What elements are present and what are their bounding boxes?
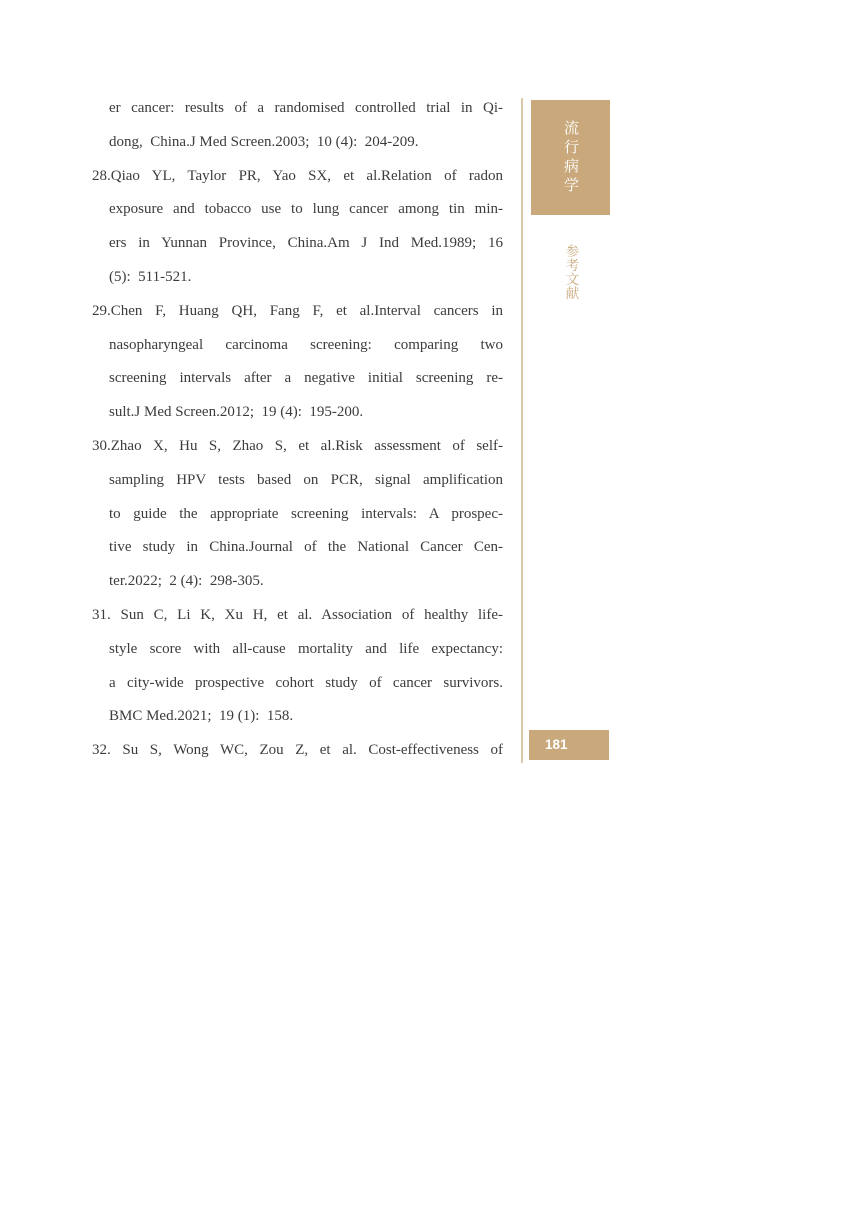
chapter-tab-label: 流行病学 [562, 119, 579, 196]
reference-line: 31. Sun C, Li K, Xu H, et al. Association of healthy life- [92, 606, 503, 623]
reference-line: (5): 511-521. [109, 268, 192, 285]
reference-line: 30.Zhao X, Hu S, Zhao S, et al.Risk assessment of self- [92, 437, 503, 454]
reference-line: to guide the appropriate screening intervals: A prospec- [109, 505, 503, 522]
reference-line: nasopharyngeal carcinoma screening: comparing two [109, 336, 503, 353]
reference-line: er cancer: results of a randomised controlled trial in Qi- [109, 100, 503, 116]
reference-line: style score with all-cause mortality and life expectancy: [109, 640, 503, 657]
reference-line: dong, China.J Med Screen.2003; 10 (4): 204-209. [109, 133, 419, 150]
reference-line: screening intervals after a negative initial screening re- [109, 370, 503, 387]
reference-line: a city-wide prospective cohort study of cancer survivors. [109, 674, 503, 691]
page-number-badge [529, 730, 609, 760]
reference-line: sult.J Med Screen.2012; 19 (4): 195-200. [109, 404, 364, 421]
reference-line: tive study in China.Journal of the National Cancer Cen- [109, 539, 503, 556]
section-tab [531, 241, 610, 303]
reference-line: exposure and tobacco use to lung cancer among tin min- [109, 201, 503, 218]
page-number: 181 [545, 737, 568, 752]
chapter-tab [531, 100, 610, 215]
reference-line: 32. Su S, Wong WC, Zou Z, et al. Cost-effectiveness of [92, 742, 503, 759]
reference-list [92, 92, 503, 768]
reference-line: ers in Yunnan Province, China.Am J Ind Med.1989; 16 [109, 235, 503, 252]
reference-line: sampling HPV tests based on PCR, signal amplification [109, 471, 503, 488]
reference-line: 29.Chen F, Huang QH, Fang F, et al.Interval cancers in [92, 302, 503, 319]
sidebar-rule [521, 98, 523, 763]
reference-line: 28.Qiao YL, Taylor PR, Yao SX, et al.Relation of radon [92, 167, 503, 184]
section-tab-label: 参考文献 [563, 244, 579, 300]
reference-line: ter.2022; 2 (4): 298-305. [109, 573, 264, 590]
reference-line: BMC Med.2021; 19 (1): 158. [109, 708, 294, 725]
